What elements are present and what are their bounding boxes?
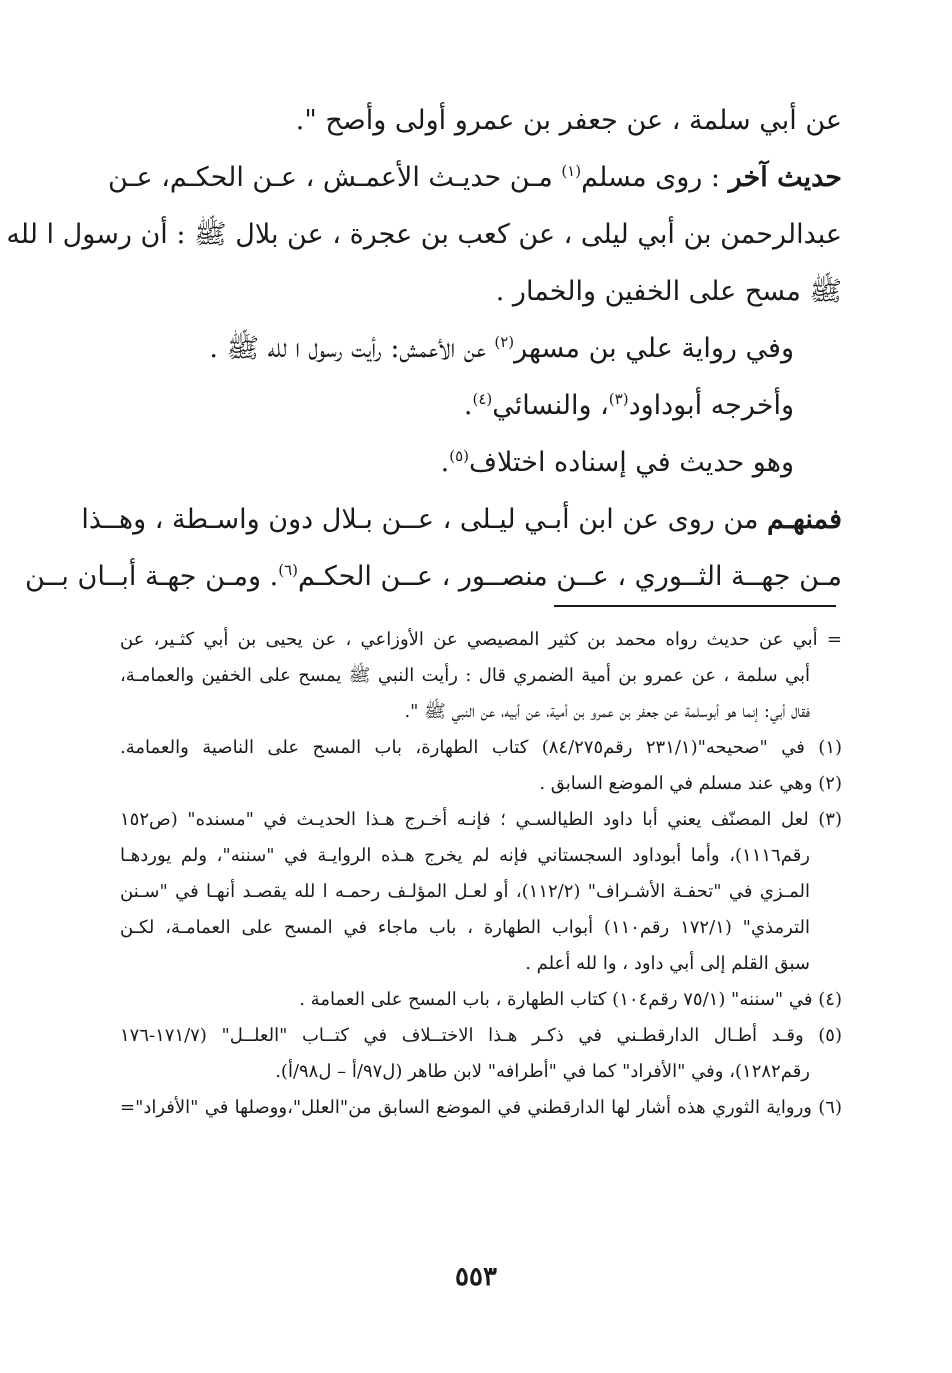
footnote-reference: (٢) [494, 333, 515, 351]
line-text-segment: وهو حديث في إسناده اختلاف [469, 447, 794, 478]
main-text-line [108, 149, 842, 206]
footnote-line: أبي سلمة ، عن عمرو بن أمية الضمري قال : رأيت النبي ﷺ يمسح على الخفين والعمامـة، [120, 665, 810, 686]
main-text-line [120, 434, 842, 491]
footnote-separator-rule [554, 605, 836, 607]
main-text-line: عن أبي سلمة ، عن جعفر بن عمرو أولى وأصح ". [295, 105, 842, 136]
line-text-segment: وأخرجه أبوداود [628, 390, 794, 421]
main-text-line: ﷺ مسح على الخفين والخمار . [495, 276, 842, 307]
main-text-line [25, 548, 842, 605]
footnote-line: سبق القلم إلى أبي داود ، وا لله أعلم . [525, 953, 810, 974]
footnote-line: رقم١٢٨٢)، وفي "الأفراد" كما في "أطرافه" لابن طاهر (ل٩٧/أ – ل٩٨/أ). [275, 1061, 810, 1082]
line-text-segment: . [463, 390, 473, 421]
main-text-line [81, 491, 842, 548]
line-text-segment: عن الأعمش: رأيت رسول ا لله ﷺ . [209, 333, 495, 364]
footnote-line: = أبي عن حديث رواه محمد بن كثير المصيصي عن الأوزاعي ، عن يحيى بن أبي كثـير، عن [120, 629, 842, 650]
main-text-line [120, 377, 842, 434]
section-lead-word: فمنهـم [767, 504, 842, 535]
footnote-line: رقم١١١٦)، وأما أبوداود السجستاني فإنه لم يخرج هـذه الروايـة في "سننه"، ولم يوردهـا [120, 845, 810, 866]
main-text-line [120, 320, 842, 377]
main-text-block [6, 92, 842, 605]
footnote-reference: (٦) [278, 561, 298, 579]
footnotes-block [120, 622, 842, 1126]
footnote-line: (٦) ورواية الثوري هذه أشار لها الدارقطني في الموضع السابق من"العلل"،ووصلها في "الأفراد"= [120, 1097, 842, 1118]
footnote-line: (٣) لعل المصنّف يعني أبا داود الطيالسـي ؛ فإنـه أخـرج هـذا الحديـث في "مسنده" (ص١٥٢ [120, 809, 842, 830]
main-text-line: عبدالرحمن بن أبي ليلى ، عن كعب بن عجرة ، عن بلال ﷺ : أن رسول ا لله [6, 219, 842, 250]
line-text-segment: : روى مسلم [581, 162, 729, 193]
footnote-line: (٢) وهي عند مسلم في الموضع السابق . [539, 773, 842, 794]
line-text-segment: من روى عن ابن أبـي ليـلى ، عــن بـلال دون واسـطة ، وهــذا [81, 504, 767, 535]
footnote-reference: (١) [561, 162, 582, 180]
line-text-segment: ، والنسائي [492, 390, 609, 421]
footnote-reference: (٤) [472, 390, 493, 408]
section-lead-word: حديث آخر [728, 162, 842, 193]
footnote-line: المـزي في "تحفـة الأشـراف" (١١٢/٢)، أو لعـل المؤلـف رحمـه ا لله يقصـد أنهـا في "سـنن [120, 881, 810, 902]
line-text-segment: مـن حديـث الأعمـش ، عـن الحكـم، عـن [108, 162, 562, 193]
footnote-line: (٤) في "سننه" (٧٥/١ رقم١٠٤) كتاب الطهارة ، باب المسح على العمامة . [299, 989, 842, 1010]
line-text-segment: وفي رواية علي بن مسهر [514, 333, 794, 364]
footnote-line: (٥) وقـد أطـال الدارقطـني في ذكـر هـذا الاختــلاف في كتــاب "العلــل" (١٧١/٧-١٧٦ [120, 1025, 842, 1046]
footnote-line: فقال أبي: إنما هو أبوسلمة عن جعفر بن عمرو بن أمية، عن أبيه، عن النبي ﷺ ". [404, 701, 810, 722]
footnote-line: (١) في "صحيحه"(٢٣١/١ رقم٨٤/٢٧٥) كتاب الطهارة، باب المسح على الناصية والعمامة. [120, 737, 843, 758]
line-text-segment: مـن جهــة الثــوري ، عــن منصــور ، عــن الحكـم [297, 561, 842, 592]
page-number: ٥٥٣ [455, 1262, 497, 1292]
line-text-segment: . [440, 447, 450, 478]
footnote-line: الترمذي" (١٧٢/١ رقم١١٠) أبواب الطهارة ، باب ماجاء في المسح على العمامـة، لكـن [120, 917, 810, 938]
footnote-reference: (٥) [449, 447, 470, 465]
footnote-reference: (٣) [608, 390, 629, 408]
line-text-segment: . ومـن جهـة أبــان بــن [25, 561, 279, 592]
